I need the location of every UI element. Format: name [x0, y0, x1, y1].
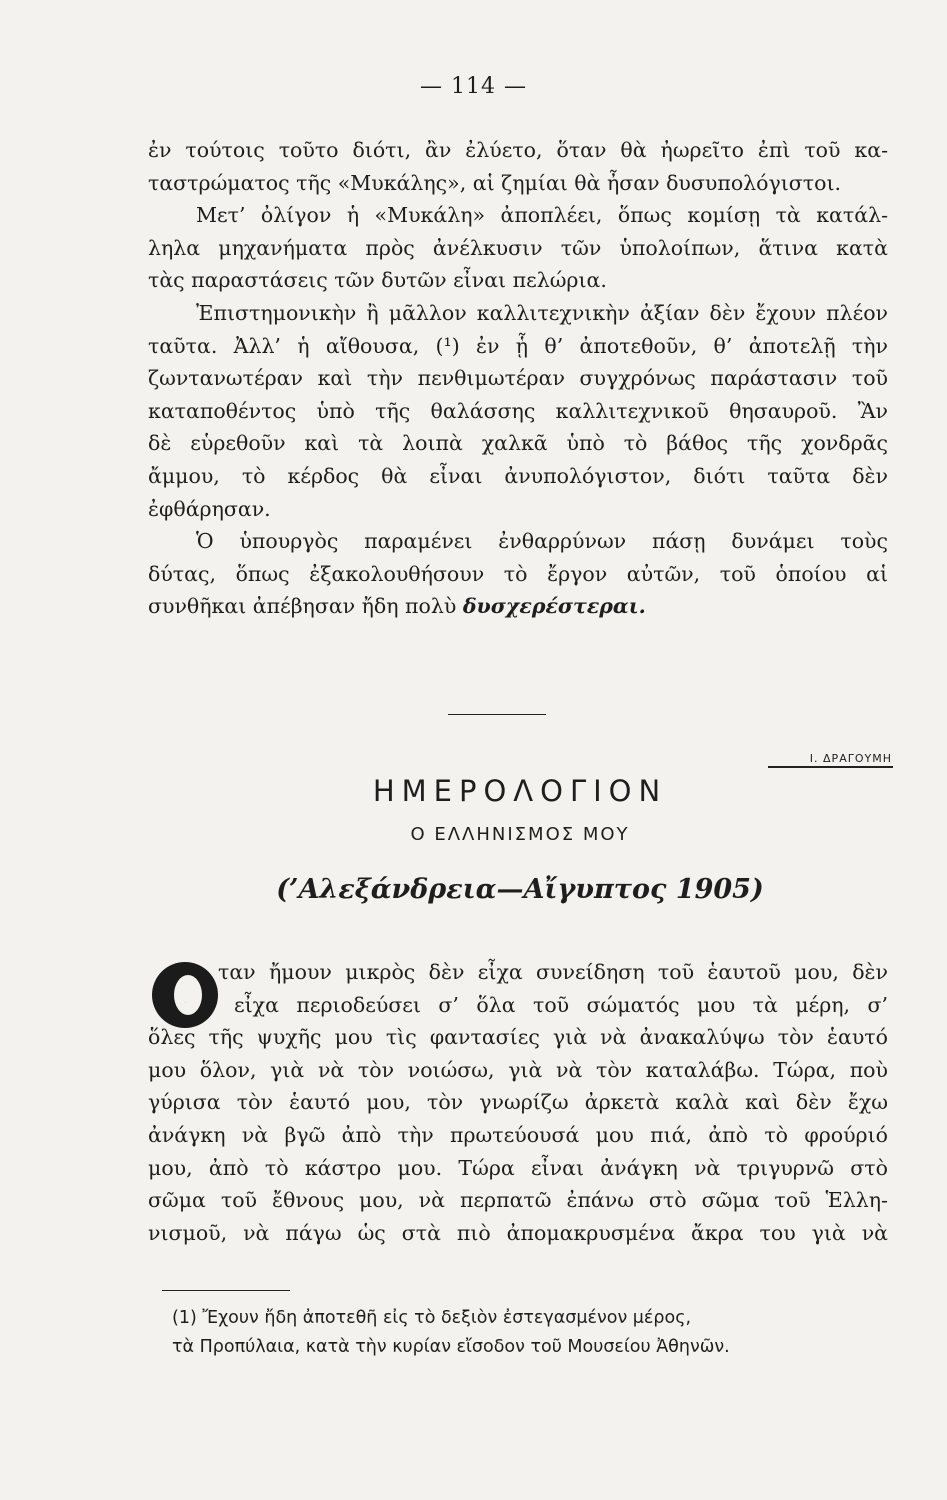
article-paragraph [148, 956, 888, 1249]
text-line: νισμοῦ, νὰ πάγω ὡς στὰ πιὸ ἀπομακρυσμένα ἄκρα του γιὰ νὰ [148, 1220, 888, 1245]
text-line: ἀνάγκη νὰ βγῶ ἀπὸ τὴν πρωτεύουσά μου πιά, ἀπὸ τὸ φρούριό [148, 1122, 888, 1147]
text-line: τὰς παραστάσεις τῶν δυτῶν εἶναι πελώρια. [148, 268, 607, 293]
text-line: ὅλες τῆς ψυχῆς μου τὶς φαντασίες γιὰ νὰ ἀνακαλύψω τὸν ἑαυτό [148, 1025, 888, 1050]
text-line: δὲ εὑρεθοῦν καὶ τὰ λοιπὰ χαλκᾶ ὑπὸ τὸ βάθος τῆς χονδρᾶς [148, 431, 888, 456]
author-signature: Ι. ΔΡΑΓΟΥΜΗ [809, 752, 892, 765]
paragraph-1 [148, 134, 888, 199]
footnote-line: τὰ Προπύλαια, κατὰ τὴν κυρίαν εἴσοδον τοῦ Μουσείου Ἀθηνῶν. [172, 1337, 730, 1357]
text-line-start: συνθῆκαι ἀπέβησαν ἤδη πολὺ [148, 594, 457, 619]
text-line: καταποθέντος ὑπὸ τῆς θαλάσσης καλλιτεχνικοῦ θησαυροῦ. Ἂν [148, 398, 888, 423]
article-subtitle: Ο ΕΛΛΗΝΙΣΜΟΣ ΜΟΥ [410, 824, 630, 845]
text-line: ληλα μηχανήματα πρὸς ἀνέλκυσιν τῶν ὑπολοίπων, ἅτινα κατὰ [148, 235, 888, 260]
footnote-divider [162, 1290, 290, 1291]
paragraph-2 [148, 199, 888, 297]
page-number: — 114 — [420, 74, 527, 99]
text-line: Ὁ ὑπουργὸς παραμένει ἐνθαρρύνων πάσῃ δυνάμει τοὺς [196, 529, 888, 554]
text-line: Ἐπιστημονικὴν ἢ μᾶλλον καλλιτεχνικὴν ἀξίαν δὲν ἔχουν πλέον [196, 300, 888, 325]
text-line: ζωντανωτέραν καὶ τὴν πενθιμωτέραν συγχρόνως παράστασιν τοῦ [148, 366, 888, 391]
article-title: ΗΜΕΡΟΛΟΓΙΟΝ [372, 774, 668, 808]
section-divider [448, 714, 546, 715]
text-line: ταν ἤμουν μικρὸς δὲν εἶχα συνείδηση τοῦ ἑαυτοῦ μου, δὲν [218, 960, 888, 984]
footnote-line: (1) Ἔχουν ἤδη ἀποτεθῆ εἰς τὸ δεξιὸν ἐστεγασμένον μέρος, [172, 1308, 692, 1328]
text-line: σῶμα τοῦ ἔθνους μου, νὰ περπατῶ ἐπάνω στὸ σῶμα τοῦ Ἑλλη- [148, 1188, 888, 1213]
article-body [148, 956, 888, 1249]
text-line: ταστρώματος τῆς «Μυκάλης», αἱ ζημίαι θὰ ἦσαν δυσυπολόγιστοι. [148, 170, 842, 195]
text-line [148, 590, 888, 623]
emphasis-word: δυσχερέστεραι. [462, 594, 646, 619]
text-line: ἐφθάρησαν. [148, 496, 271, 521]
continuation-text [148, 134, 888, 623]
text-line: μου, ἀπὸ τὸ κάστρο μου. Τώρα εἶναι ἀνάγκη νὰ τριγυρνῶ στὸ [148, 1155, 888, 1180]
text-line: γύρισα τὸν ἑαυτό μου, τὸν γνωρίζω ἀρκετὰ καλὰ καὶ δὲν ἔχω [148, 1090, 888, 1115]
paragraph-3 [148, 297, 888, 525]
footnote [172, 1304, 894, 1362]
text-line: εἶχα περιοδεύσει σ’ ὅλα τοῦ σώματός μου τὰ μέρη, σ’ [234, 992, 888, 1017]
paragraph-4 [148, 525, 888, 623]
text-line: δύτας, ὅπως ἐξακολουθήσουν τὸ ἔργον αὐτῶν, τοῦ ὁποίου αἱ [148, 561, 888, 586]
drop-cap-letter: Ο [185, 1003, 186, 1004]
text-line: Μετ’ ὀλίγον ἡ «Μυκάλη» ἀποπλέει, ὅπως κομίσῃ τὰ κατάλ- [196, 203, 888, 228]
article-place-date: (’Αλεξάνδρεια—Αἴγυπτος 1905) [276, 874, 764, 905]
text-line: ἄμμου, τὸ κέρδος θὰ εἶναι ἀνυπολόγιστον, διότι ταῦτα δὲν [148, 463, 888, 488]
text-line: ταῦτα. Ἀλλ’ ἡ αἴθουσα, (¹) ἐν ᾗ θ’ ἀποτεθοῦν, θ’ ἀποτελῇ τὴν [148, 333, 888, 358]
text-line: μου ὅλον, γιὰ νὰ τὸν νοιώσω, γιὰ νὰ τὸν καταλάβω. Τώρα, ποὺ [148, 1057, 888, 1082]
author-underline [768, 766, 893, 768]
text-line: ἐν τούτοις τοῦτο διότι, ἂν ἐλύετο, ὅταν θὰ ἠωρεῖτο ἐπὶ τοῦ κα- [148, 138, 888, 162]
